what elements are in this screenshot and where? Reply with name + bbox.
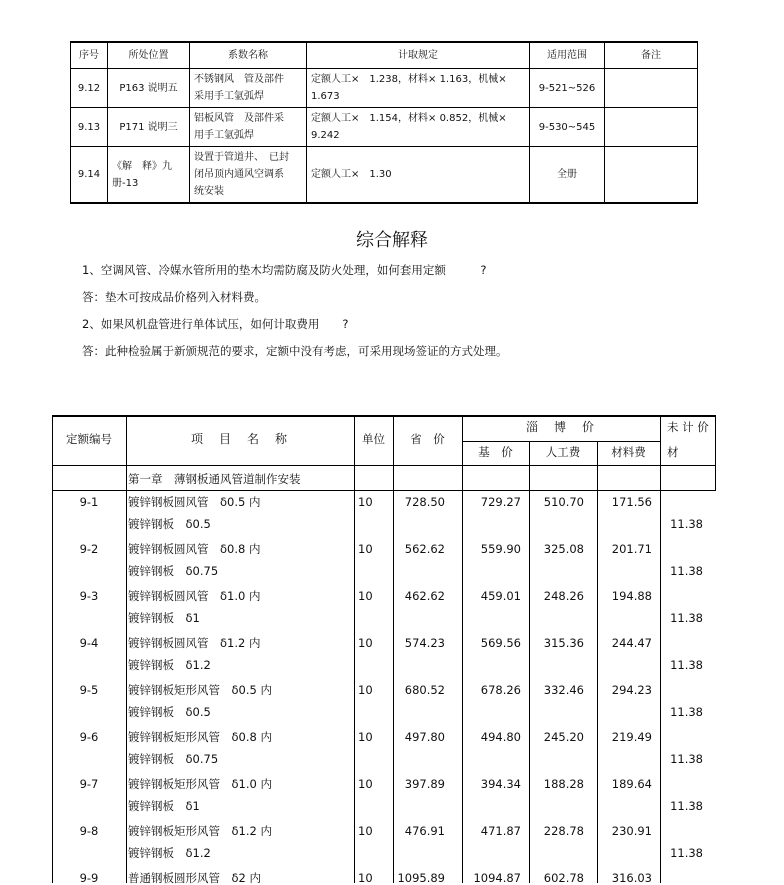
row-name-line: 闭吊顶内通风空调系	[194, 169, 284, 180]
row-unit: 10	[358, 542, 373, 556]
row-base-price: 678.26	[480, 683, 521, 697]
row-base-price: 394.34	[480, 777, 521, 791]
row-no: 9.13	[71, 108, 108, 147]
row-item: 镀锌钢板矩形风管 δ1.2 内	[128, 824, 272, 838]
answer-2: 答：此种检验属于新颁规范的要求，定额中没有考虑，可采用现场签证的方式处理。	[82, 344, 508, 358]
row-province-price: 397.89	[404, 777, 445, 791]
row-province-price: 574.23	[404, 636, 445, 650]
row-material: 219.49	[611, 730, 652, 744]
price-table-right-border	[715, 416, 716, 465]
row-base-price: 459.01	[480, 589, 521, 603]
row-labor: 332.46	[543, 683, 584, 697]
row-code: 9-1	[79, 495, 99, 509]
row-item: 镀锌钢板圆风管 δ1.0 内	[128, 589, 261, 603]
row-name-line: 不锈钢风 管及部件	[194, 74, 284, 85]
row-note	[605, 69, 698, 108]
row-location: P163 说明五	[108, 69, 190, 108]
row-item: 镀锌钢板圆风管 δ0.5 内	[128, 495, 261, 509]
row-base-price: 569.56	[480, 636, 521, 650]
header-divider	[462, 441, 660, 442]
row-note	[605, 147, 698, 204]
row-labor: 602.78	[543, 871, 584, 885]
row-item: 镀锌钢板圆风管 δ0.8 内	[128, 542, 261, 556]
row-material: 201.71	[611, 542, 652, 556]
row-sub-item: 镀锌钢板 δ1.2	[128, 658, 211, 672]
row-rule-line: 定额人工× 1.238，材料× 1.163，机械×	[311, 74, 507, 85]
row-unit: 10	[358, 730, 373, 744]
row-code: 9-3	[79, 589, 99, 603]
row-unpriced: 11.38	[670, 752, 703, 766]
row-unpriced: 11.38	[670, 846, 703, 860]
row-item: 镀锌钢板矩形风管 δ0.8 内	[128, 730, 272, 744]
row-sub-item: 镀锌钢板 δ0.5	[128, 705, 211, 719]
row-unit: 10	[358, 495, 373, 509]
row-province-price: 497.80	[404, 730, 445, 744]
col-divider	[354, 416, 355, 883]
row-base-price: 729.27	[480, 495, 521, 509]
row-code: 9-8	[79, 824, 99, 838]
question-2: 2、如果风机盘管进行单体试压，如何计取费用 ?	[82, 317, 349, 331]
row-labor: 248.26	[543, 589, 584, 603]
row-location-line: 册-13	[112, 177, 139, 189]
row-rule	[307, 108, 530, 147]
row-code: 9-9	[79, 871, 99, 885]
row-sub-item: 镀锌钢板 δ0.75	[128, 752, 219, 766]
row-base-price: 1094.87	[473, 871, 521, 885]
row-item: 镀锌钢板矩形风管 δ0.5 内	[128, 683, 272, 697]
row-rule	[307, 69, 530, 108]
row-code: 9-4	[79, 636, 99, 650]
row-name	[190, 147, 307, 204]
header-zibo-price: 淄 博 价	[525, 420, 596, 434]
table-row	[71, 69, 698, 108]
header-no: 序号	[71, 42, 108, 69]
header-location: 所处位置	[108, 42, 190, 69]
row-unpriced: 11.38	[670, 658, 703, 672]
row-rule-line: 定额人工× 1.154，材料× 0.852，机械×	[311, 113, 507, 124]
answer-1: 答：垫木可按成品价格列入材料费。	[82, 290, 266, 304]
row-unpriced: 11.38	[670, 705, 703, 719]
row-scope: 9-530~545	[530, 108, 605, 147]
row-name	[190, 69, 307, 108]
row-name-line: 采用手工氩弧焊	[194, 91, 264, 102]
row-labor: 245.20	[543, 730, 584, 744]
chapter-bottom-border	[52, 490, 716, 491]
row-material: 230.91	[611, 824, 652, 838]
row-code: 9-2	[79, 542, 99, 556]
price-table-right-border	[715, 465, 716, 491]
row-item: 普通钢板圆形风管 δ2 内	[128, 871, 262, 885]
row-province-price: 476.91	[404, 824, 445, 838]
row-material: 244.47	[611, 636, 652, 650]
row-labor: 315.36	[543, 636, 584, 650]
col-divider	[126, 416, 127, 883]
row-scope: 全册	[530, 147, 605, 204]
row-note	[605, 108, 698, 147]
row-labor: 188.28	[543, 777, 584, 791]
row-code: 9-5	[79, 683, 99, 697]
table-row	[71, 108, 698, 147]
row-unit: 10	[358, 824, 373, 838]
row-material: 294.23	[611, 683, 652, 697]
row-rule-line: 9.242	[311, 130, 340, 141]
row-province-price: 562.62	[404, 542, 445, 556]
row-name-line: 用手工氩弧焊	[194, 130, 254, 141]
row-material: 316.03	[611, 871, 652, 885]
header-code: 定额编号	[66, 432, 112, 446]
row-labor: 228.78	[543, 824, 584, 838]
row-province-price: 1095.89	[397, 871, 445, 885]
row-item: 镀锌钢板矩形风管 δ1.0 内	[128, 777, 272, 791]
header-unpriced-material: 材	[667, 445, 679, 459]
header-material: 材料费	[611, 445, 646, 459]
row-material: 171.56	[611, 495, 652, 509]
row-labor: 510.70	[543, 495, 584, 509]
question-1: 1、空调风管、冷媒水管所用的垫木均需防腐及防火处理，如何套用定额 ?	[82, 263, 487, 277]
row-material: 194.88	[611, 589, 652, 603]
row-base-price: 471.87	[480, 824, 521, 838]
row-location-line: 《解 释》九	[112, 160, 172, 172]
row-base-price: 494.80	[480, 730, 521, 744]
row-unpriced: 11.38	[670, 517, 703, 531]
row-province-price: 462.62	[404, 589, 445, 603]
coefficient-table-header	[71, 42, 698, 69]
price-table-top-border	[52, 415, 716, 417]
row-unpriced: 11.38	[670, 564, 703, 578]
row-unit: 10	[358, 683, 373, 697]
row-material: 189.64	[611, 777, 652, 791]
header-note: 备注	[605, 42, 698, 69]
table-row	[71, 147, 698, 204]
header-rule: 计取规定	[307, 42, 530, 69]
row-rule-line: 1.673	[311, 91, 340, 102]
row-unit: 10	[358, 589, 373, 603]
row-unit: 10	[358, 636, 373, 650]
row-code: 9-6	[79, 730, 99, 744]
row-location	[108, 147, 190, 204]
row-province-price: 728.50	[404, 495, 445, 509]
row-province-price: 680.52	[404, 683, 445, 697]
header-base-price: 基 价	[478, 445, 513, 459]
header-unit: 单位	[362, 432, 385, 446]
row-name-line: 统安装	[194, 186, 224, 197]
row-sub-item: 镀锌钢板 δ1	[128, 799, 200, 813]
row-unit: 10	[358, 871, 373, 885]
row-name	[190, 108, 307, 147]
row-unit: 10	[358, 777, 373, 791]
row-labor: 325.08	[543, 542, 584, 556]
row-name-line: 铝板风管 及部件采	[194, 113, 284, 124]
header-item: 项 目 名 称	[190, 432, 289, 446]
header-province-price: 省 价	[410, 432, 445, 446]
row-unpriced: 11.38	[670, 611, 703, 625]
section-title: 综合解释	[356, 230, 428, 251]
row-rule-line: 定额人工× 1.30	[311, 169, 392, 180]
chapter-title: 第一章 薄钢板通风管道制作安装	[128, 472, 301, 486]
row-sub-item: 镀锌钢板 δ1	[128, 611, 200, 625]
row-sub-item: 镀锌钢板 δ0.5	[128, 517, 211, 531]
row-code: 9-7	[79, 777, 99, 791]
header-unpriced: 未 计 价	[667, 420, 709, 434]
header-scope: 适用范围	[530, 42, 605, 69]
row-sub-item: 镀锌钢板 δ0.75	[128, 564, 219, 578]
row-item: 镀锌钢板圆风管 δ1.2 内	[128, 636, 261, 650]
header-labor: 人工费	[545, 445, 581, 459]
row-base-price: 559.90	[480, 542, 521, 556]
row-sub-item: 镀锌钢板 δ1.2	[128, 846, 211, 860]
coefficient-table	[70, 41, 698, 204]
row-unpriced: 11.38	[670, 799, 703, 813]
row-name-line: 设置于管道井、 已封	[194, 152, 289, 163]
row-location: P171 说明三	[108, 108, 190, 147]
header-bottom-border	[52, 465, 716, 466]
row-no: 9.14	[71, 147, 108, 204]
row-scope: 9-521~526	[530, 69, 605, 108]
row-no: 9.12	[71, 69, 108, 108]
row-rule	[307, 147, 530, 204]
header-name: 系数名称	[190, 42, 307, 69]
